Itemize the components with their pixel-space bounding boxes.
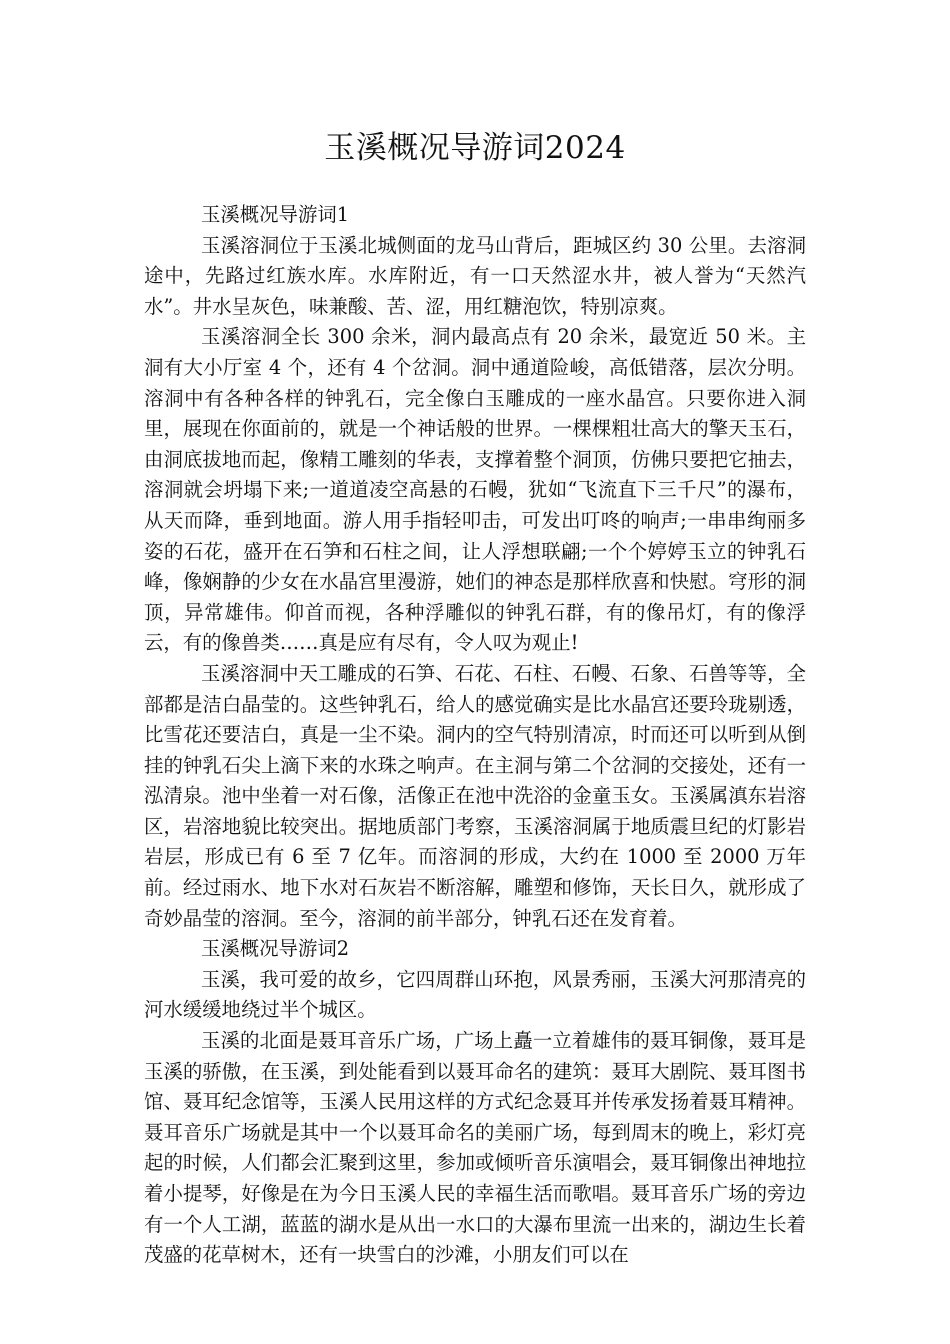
document-title: 玉溪概况导游词2024 bbox=[324, 130, 626, 166]
section-heading: 玉溪概况导游词1 bbox=[201, 203, 350, 226]
paragraph: 玉溪溶洞中天工雕成的石笋、石花、石柱、石幔、石象、石兽等等，全部都是洁白晶莹的。这些钟乳石，给人的感觉确实是比水晶宫还要玲珑剔透，比雪花还要洁白，真是一尘不染。洞内的空气特别清凉，时而还可以听到从倒挂的钟乳石尖上滴下来的水珠之响声。在主洞与第二个岔洞的交接处，还有一泓清泉。池中坐着一对石像，活像正在池中洗浴的金童玉女。玉溪属滇东岩溶区，岩溶地貌比较突出。据地质部门考察，玉溪溶洞属于地质震旦纪的灯影岩岩层，形成已有 6 至 7 亿年。而溶洞的形成，大约在 1000 至 2000 万年前。经过雨水、地下水对石灰岩不断溶解，雕塑和修饰，天长日久，就形成了奇妙晶莹的溶洞。至今，溶洞的前半部分，钟乳石还在发育着。 bbox=[144, 661, 806, 930]
paragraph: 玉溪溶洞全长 300 余米，洞内最高点有 20 余米，最宽近 50 米。主洞有大小厅室 4 个，还有 4 个岔洞。洞中通道险峻，高低错落，层次分明。溶洞中有各种各样的钟乳石，完全像白玉雕成的一座水晶宫。只要你进入洞里，展现在你面前的，就是一个神话般的世界。一棵棵粗壮高大的擎天玉石，由洞底拔地而起，像精工雕刻的华表，支撑着整个洞顶，仿佛只要把它抽去，溶洞就会坍塌下来;一道道凌空高悬的石幔，犹如“飞流直下三千尺”的瀑布，从天而降，垂到地面。游人用手指轻叩击，可发出叮咚的响声;一串串绚丽多姿的石花，盛开在石笋和石柱之间，让人浮想联翩;一个个婷婷玉立的钟乳石峰，像娴静的少女在水晶宫里漫游，她们的神态是那样欣喜和快慰。穹形的洞顶，异常雄伟。仰首而视，各种浮雕似的钟乳石群，有的像吊灯，有的像浮云，有的像兽类……真是应有尽有，令人叹为观止! bbox=[144, 325, 806, 655]
section-heading: 玉溪概况导游词2 bbox=[201, 937, 350, 961]
document-page bbox=[144, 126, 806, 1271]
section-2 bbox=[144, 934, 806, 1271]
paragraph: 玉溪，我可爱的故乡，它四周群山环抱，风景秀丽，玉溪大河那清亮的河水缓缓地绕过半个城区。 bbox=[144, 967, 806, 1022]
paragraph: 玉溪溶洞位于玉溪北城侧面的龙马山背后，距城区约 30 公里。去溶洞途中，先路过红族水库。水库附近，有一口天然涩水井，被人誉为“天然汽水”。井水呈灰色，味兼酸、苦、涩，用红糖泡饮，特别凉爽。 bbox=[144, 233, 806, 318]
document-body bbox=[144, 200, 806, 1271]
section-1 bbox=[144, 200, 806, 934]
paragraph: 玉溪的北面是聂耳音乐广场，广场上矗一立着雄伟的聂耳铜像，聂耳是玉溪的骄傲，在玉溪，到处能看到以聂耳命名的建筑：聂耳大剧院、聂耳图书馆、聂耳纪念馆等，玉溪人民用这样的方式纪念聂耳并传承发扬着聂耳精神。聂耳音乐广场就是其中一个以聂耳命名的美丽广场，每到周末的晚上，彩灯亮起的时候，人们都会汇聚到这里，参加或倾听音乐演唱会，聂耳铜像出神地拉着小提琴，好像是在为今日玉溪人民的幸福生活而歌唱。聂耳音乐广场的旁边有一个人工湖，蓝蓝的湖水是从出一水口的大瀑布里流一出来的，湖边生长着茂盛的花草树木，还有一块雪白的沙滩，小朋友们可以在 bbox=[144, 1029, 806, 1267]
